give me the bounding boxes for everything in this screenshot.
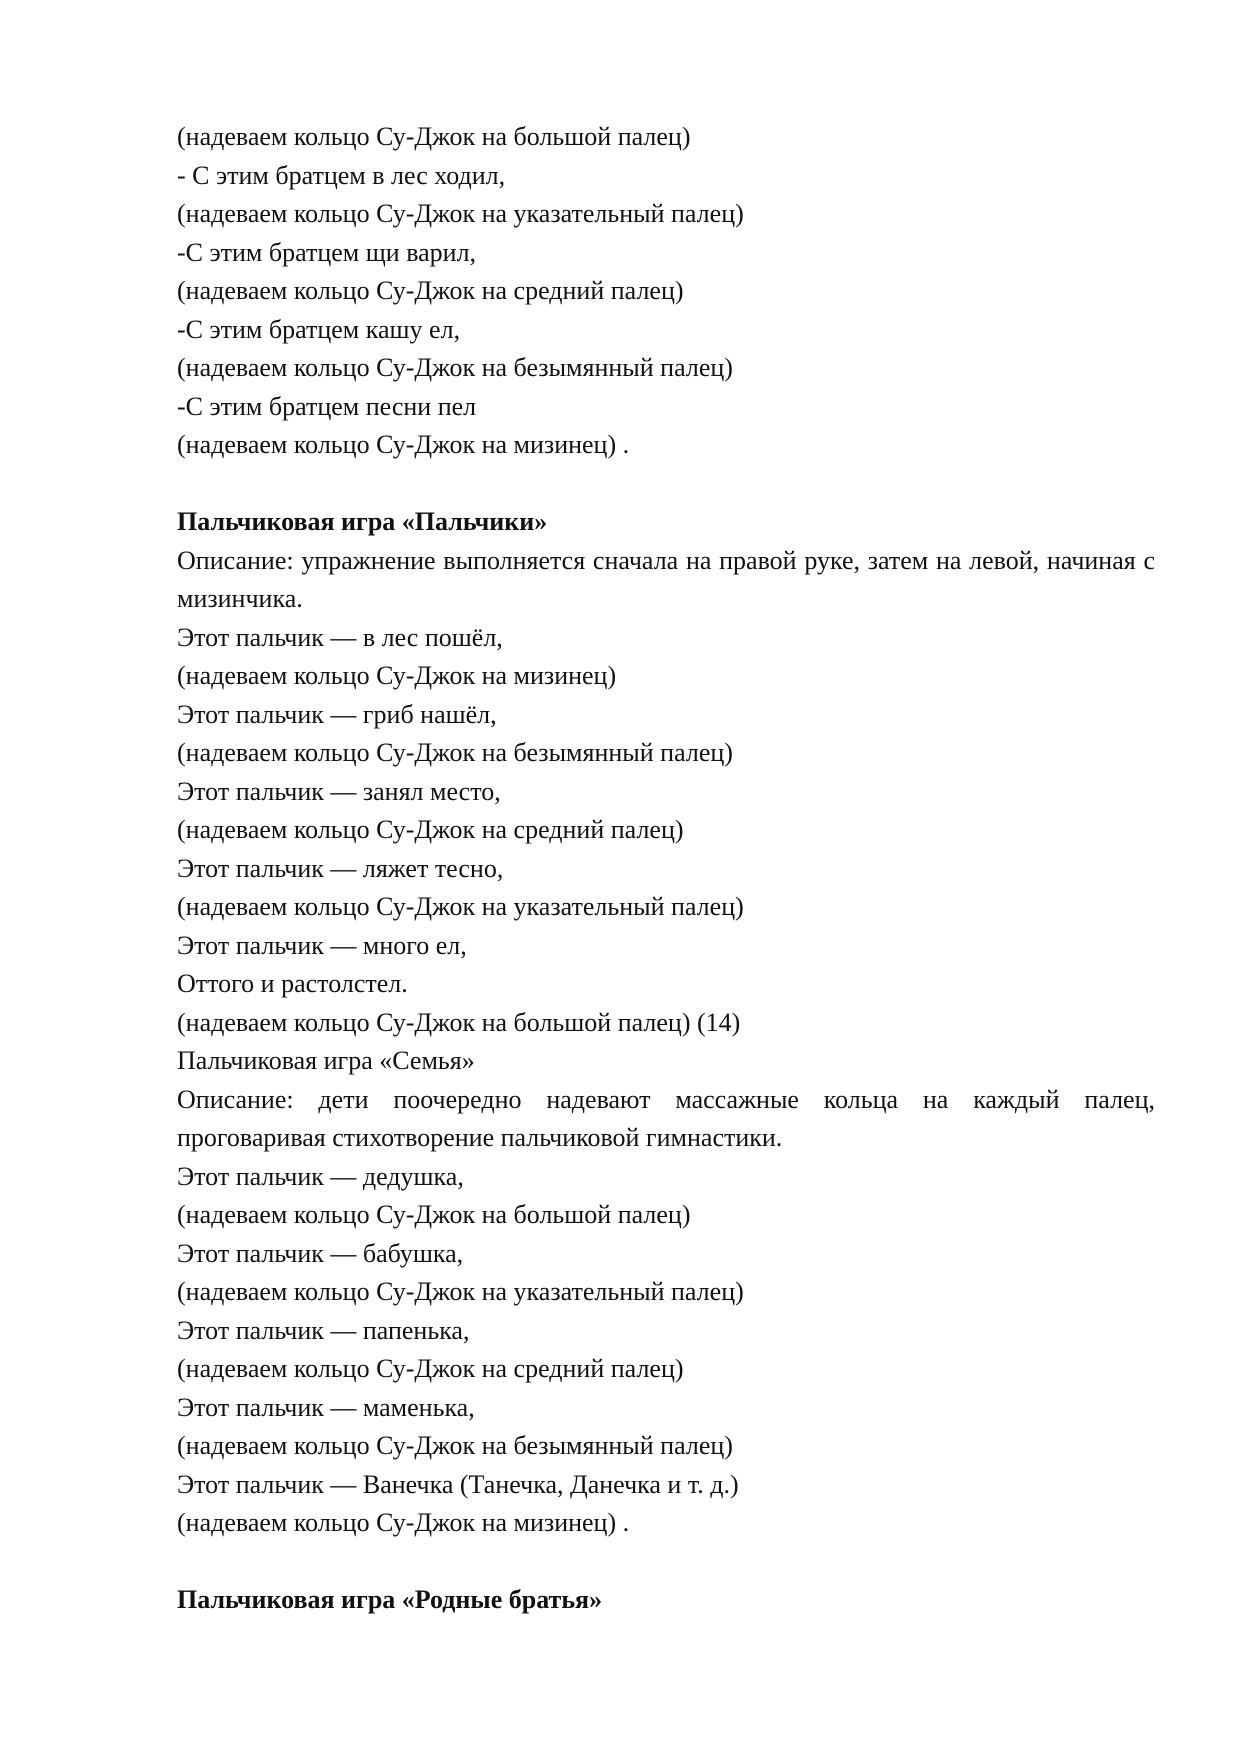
text-line: Этот пальчик — в лес пошёл, [177,622,503,652]
document-body [177,118,1155,1620]
text-line: (надеваем кольцо Су-Джок на средний палец) [177,815,684,844]
text-line: (надеваем кольцо Су-Джок на большой палец) [177,1200,691,1229]
text-line: (надеваем кольцо Су-Джок на мизинец) . [177,430,630,459]
game-description: Описание: дети поочередно надевают массажные кольца на каждый палец, проговаривая стихотворение пальчиковой гимнастики. [177,1084,1155,1152]
text-line: Этот пальчик — папенька, [177,1315,470,1345]
text-line: (надеваем кольцо Су-Джок на средний палец) [177,276,684,305]
text-line: (надеваем кольцо Су-Джок на большой палец) [177,122,691,151]
text-line: (надеваем кольцо Су-Джок на безымянный палец) [177,738,733,767]
game-description: Описание: упражнение выполняется сначала на правой руке, затем на левой, начиная с мизинчика. [177,545,1155,613]
section-heading: Пальчиковая игра «Родные братья» [177,1585,603,1614]
text-line: Этот пальчик — ляжет тесно, [177,853,504,883]
text-line: (надеваем кольцо Су-Джок на безымянный палец) [177,353,733,382]
spacer [177,1543,1155,1582]
text-line: (надеваем кольцо Су-Джок на указательный палец) [177,1277,744,1306]
text-line: Этот пальчик — много ел, [177,930,467,960]
text-line: Этот пальчик — Ванечка (Танечка, Данечка и т. д.) [177,1469,739,1499]
text-line: -С этим братцем кашу ел, [177,314,461,344]
text-line: (надеваем кольцо Су-Джок на средний палец) [177,1354,684,1383]
text-line: Этот пальчик — бабушка, [177,1238,464,1268]
text-line: -С этим братцем песни пел [177,391,477,421]
text-line: (надеваем кольцо Су-Джок на указательный палец) [177,892,744,921]
text-line: Оттого и растолстел. [177,969,408,998]
text-line: - С этим братцем в лес ходил, [177,160,506,190]
text-line: -С этим братцем щи варил, [177,237,477,267]
text-line: (надеваем кольцо Су-Джок на мизинец) . [177,1508,630,1537]
text-line: (надеваем кольцо Су-Джок на мизинец) [177,661,617,690]
section-heading: Пальчиковая игра «Семья» [177,1046,475,1075]
text-line: (надеваем кольцо Су-Джок на безымянный палец) [177,1431,733,1460]
text-line: (надеваем кольцо Су-Джок на большой палец) (14) [177,1007,741,1037]
text-line: Этот пальчик — занял место, [177,776,501,806]
text-line: Этот пальчик — дедушка, [177,1161,464,1191]
section-heading: Пальчиковая игра «Пальчики» [177,507,548,536]
text-line: (надеваем кольцо Су-Джок на указательный палец) [177,199,744,228]
text-line: Этот пальчик — маменька, [177,1392,475,1422]
spacer [177,465,1155,504]
text-line: Этот пальчик — гриб нашёл, [177,699,497,729]
